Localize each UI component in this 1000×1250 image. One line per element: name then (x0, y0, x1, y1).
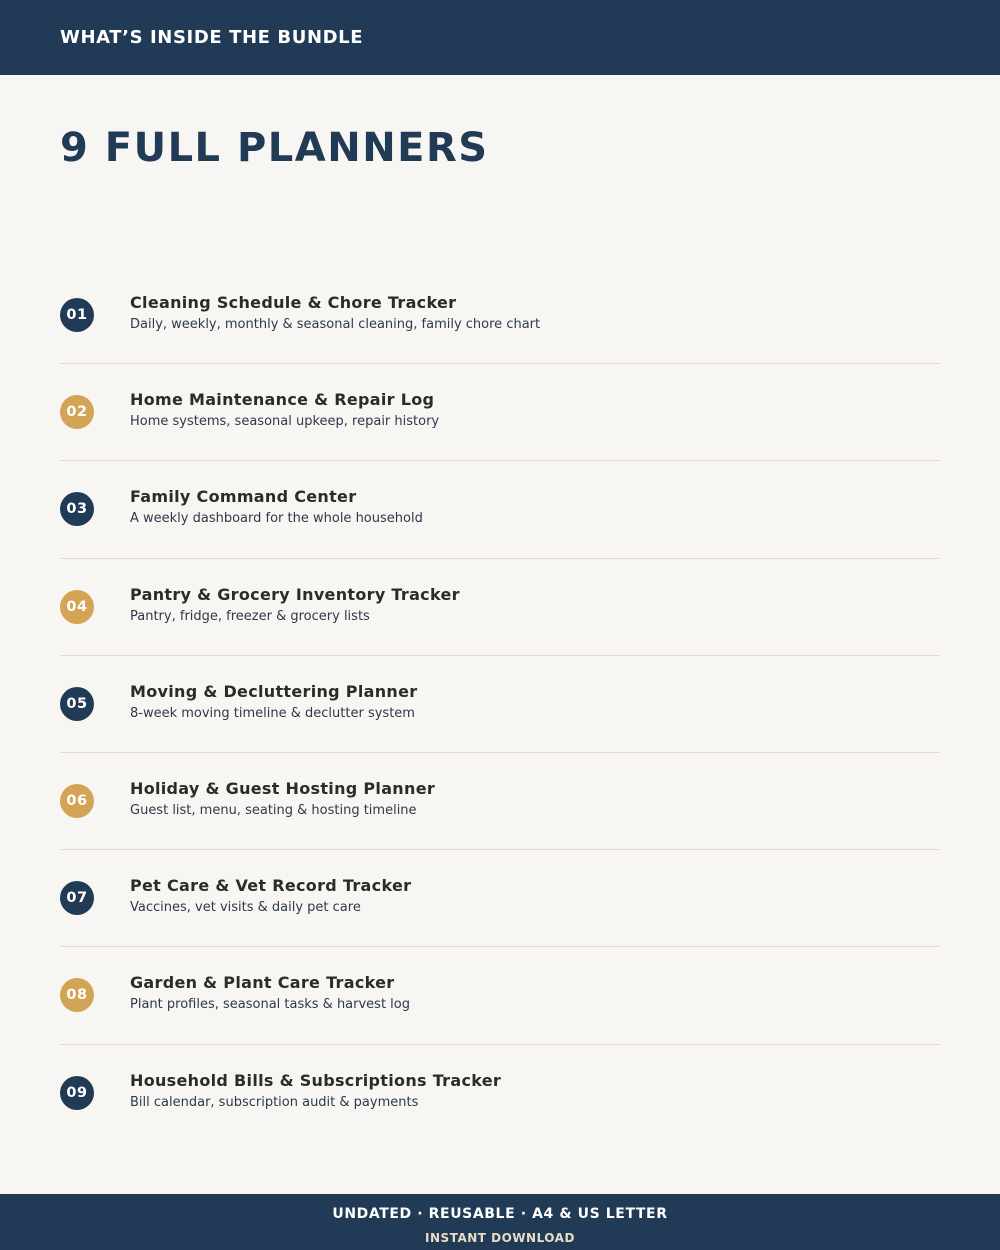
planner-description: Daily, weekly, monthly & seasonal cleaning, family chore chart (130, 317, 541, 332)
planner-description: Plant profiles, seasonal tasks & harvest log (130, 997, 411, 1013)
planner-description: 8-week moving timeline & declutter system (130, 705, 415, 721)
list-item (60, 267, 940, 364)
footer-bar (0, 1194, 1000, 1250)
number-badge: 06 (60, 784, 94, 818)
number-badge: 01 (60, 298, 94, 332)
footer-download-note: INSTANT DOWNLOAD (425, 1231, 575, 1245)
list-item (60, 461, 940, 558)
planner-title: Moving & Decluttering Planner (130, 681, 418, 701)
planner-description: Vaccines, vet visits & daily pet care (130, 900, 361, 916)
list-item (60, 559, 940, 656)
list-item (60, 850, 940, 947)
list-item (60, 947, 940, 1044)
planner-description: Pantry, fridge, freezer & grocery lists (130, 608, 370, 624)
planner-title: Family Command Center (130, 487, 357, 507)
footer-features: UNDATED · REUSABLE · A4 & US LETTER (332, 1206, 668, 1222)
header-title: WHAT’S INSIDE THE BUNDLE (60, 27, 364, 48)
planner-title: Home Maintenance & Repair Log (130, 390, 435, 410)
number-badge: 04 (60, 590, 94, 624)
planner-title: Garden & Plant Care Tracker (130, 973, 395, 993)
number-badge: 03 (60, 492, 94, 526)
planner-description: A weekly dashboard for the whole household (130, 511, 423, 527)
header-bar (0, 0, 1000, 75)
planner-title: Household Bills & Subscriptions Tracker (130, 1070, 502, 1090)
planner-title: Pantry & Grocery Inventory Tracker (130, 584, 460, 604)
list-item (60, 1045, 940, 1142)
number-badge: 02 (60, 395, 94, 429)
page-title: 9 FULL PLANNERS (60, 125, 489, 171)
list-item (60, 753, 940, 850)
planner-description: Home systems, seasonal upkeep, repair history (130, 414, 440, 430)
planner-description: Bill calendar, subscription audit & payments (130, 1094, 419, 1110)
number-badge: 05 (60, 687, 94, 721)
planner-description: Guest list, menu, seating & hosting timeline (130, 802, 417, 818)
planner-title: Holiday & Guest Hosting Planner (130, 778, 436, 798)
list-item (60, 656, 940, 753)
planner-title: Pet Care & Vet Record Tracker (130, 876, 412, 896)
number-badge: 08 (60, 978, 94, 1012)
planner-title: Cleaning Schedule & Chore Tracker (130, 293, 457, 312)
number-badge: 09 (60, 1076, 94, 1110)
number-badge: 07 (60, 881, 94, 915)
list-item (60, 364, 940, 461)
planner-list (60, 267, 940, 1142)
